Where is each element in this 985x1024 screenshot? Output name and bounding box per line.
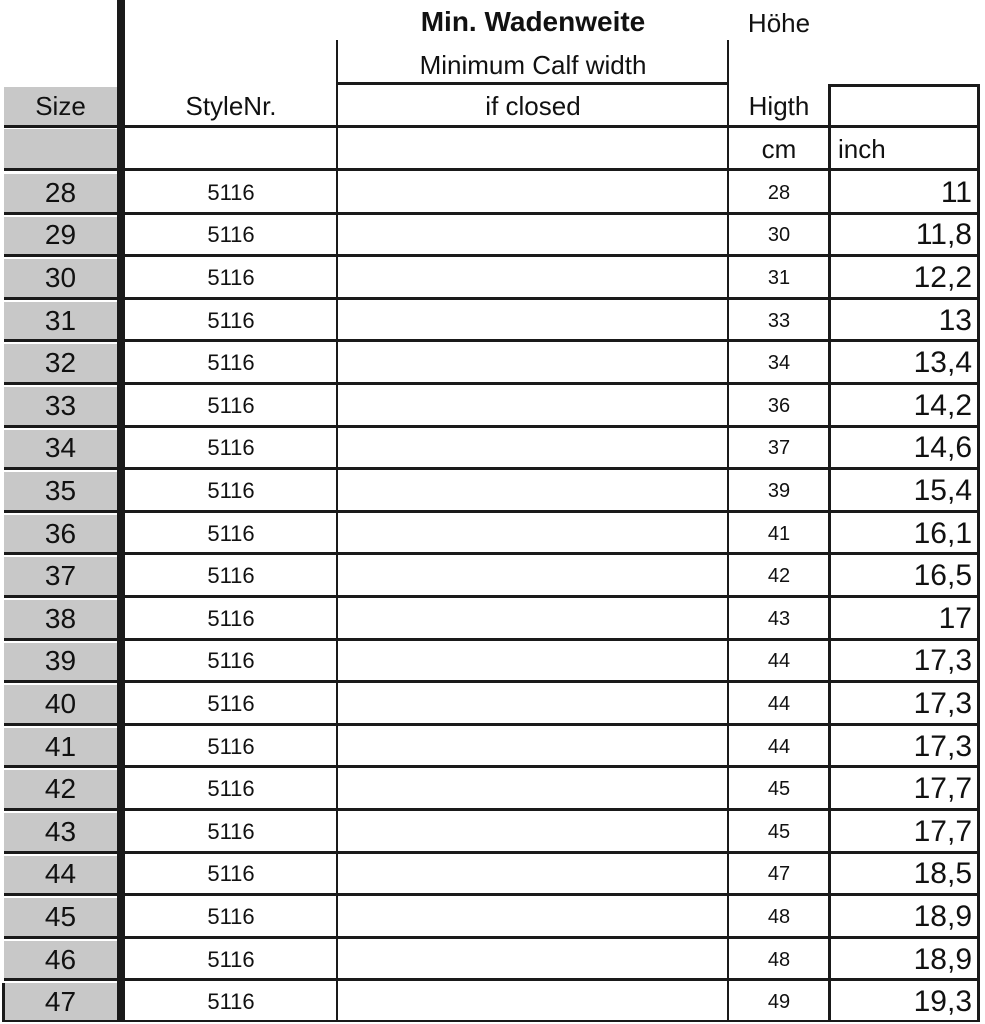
cell-inch: 14,2 <box>913 388 972 422</box>
cell-size: 44 <box>4 856 117 894</box>
grid-line <box>4 595 980 598</box>
cell-inch: 18,5 <box>913 857 972 891</box>
cell-style: 5116 <box>207 776 255 802</box>
cell-inch: 17,7 <box>913 814 972 848</box>
grid-line <box>4 552 980 555</box>
cell-calf <box>338 898 728 936</box>
header-minimum-calf-width: Minimum Calf width <box>419 50 647 80</box>
grid-line <box>4 467 980 470</box>
cell-size: 45 <box>4 898 117 936</box>
grid-line <box>338 82 729 85</box>
cell-size: 35 <box>4 472 117 510</box>
cell-style: 5116 <box>207 648 255 674</box>
grid-line <box>4 425 980 428</box>
grid-line <box>4 638 980 641</box>
grid-line <box>336 40 338 1022</box>
cell-cm: 45 <box>767 820 791 843</box>
cell-size: 31 <box>4 302 117 340</box>
cell-calf <box>338 600 728 638</box>
cell-style: 5116 <box>207 946 255 972</box>
cell-calf <box>338 174 728 212</box>
header-higth: Higth <box>748 91 810 121</box>
cell-inch: 11,8 <box>915 218 972 252</box>
cell-calf <box>338 728 728 766</box>
cell-size: 29 <box>4 217 117 255</box>
grid-line <box>727 40 729 1022</box>
cell-style: 5116 <box>207 733 255 759</box>
cell-size: 41 <box>4 728 117 766</box>
cell-cm: 31 <box>767 266 791 289</box>
cell-size: 36 <box>4 515 117 553</box>
grid-line <box>2 1020 980 1022</box>
cell-inch: 16,1 <box>913 516 972 550</box>
cell-cm: 41 <box>767 522 791 545</box>
cell-size: 39 <box>4 643 117 681</box>
cell-calf <box>338 685 728 723</box>
cell-size: 30 <box>4 259 117 297</box>
cell-size: 34 <box>4 430 117 468</box>
cell-calf <box>338 515 728 553</box>
cell-style: 5116 <box>207 435 255 461</box>
cell-style: 5116 <box>207 179 255 205</box>
cell-calf <box>338 557 728 595</box>
grid-line <box>4 297 980 300</box>
cell-calf <box>338 856 728 894</box>
cell-style: 5116 <box>207 350 255 376</box>
cell-style: 5116 <box>207 392 255 418</box>
cell-size: 47 <box>4 983 117 1021</box>
grid-line <box>4 168 980 171</box>
cell-cm: 49 <box>767 991 791 1014</box>
cell-calf <box>338 643 728 681</box>
header-min-wadenweite: Min. Wadenweite <box>420 6 646 37</box>
cell-size: 37 <box>4 557 117 595</box>
cell-cm: 37 <box>767 437 791 460</box>
cell-inch: 13 <box>938 303 972 337</box>
cell-style: 5116 <box>207 520 255 546</box>
cell-style: 5116 <box>207 264 255 290</box>
cell-calf <box>338 217 728 255</box>
grid-line <box>828 84 980 87</box>
header-size: Size <box>4 87 117 125</box>
cell-inch: 17,3 <box>913 729 972 763</box>
cell-inch: 17,3 <box>913 644 972 678</box>
cell-cm: 45 <box>767 778 791 801</box>
cell-cm: 36 <box>767 394 791 417</box>
cell-inch: 16,5 <box>913 559 972 593</box>
cell-size: 28 <box>4 174 117 212</box>
cell-cm: 44 <box>767 692 791 715</box>
cell-inch: 17,7 <box>913 772 972 806</box>
grid-line <box>4 936 980 939</box>
grid-line <box>4 254 980 257</box>
grid-line <box>4 893 980 896</box>
cell-size: 42 <box>4 770 117 808</box>
cell-size: 40 <box>4 685 117 723</box>
cell-cm: 44 <box>767 650 791 673</box>
cell-calf <box>338 344 728 382</box>
cell-cm: 48 <box>767 905 791 928</box>
cell-inch: 15,4 <box>913 473 972 507</box>
header-size-blank <box>4 129 117 169</box>
cell-inch: 12,2 <box>913 260 972 294</box>
cell-size: 33 <box>4 387 117 425</box>
grid-line <box>4 382 980 385</box>
grid-line <box>4 339 980 342</box>
cell-size: 43 <box>4 813 117 851</box>
cell-cm: 30 <box>767 224 791 247</box>
cell-style: 5116 <box>207 690 255 716</box>
header-style-nr: StyleNr. <box>185 91 277 121</box>
grid-line <box>4 510 980 513</box>
cell-calf <box>338 302 728 340</box>
header-inch: inch <box>838 134 886 164</box>
cell-calf <box>338 387 728 425</box>
header-hoehe: Höhe <box>747 8 811 38</box>
cell-size: 46 <box>4 941 117 979</box>
cell-cm: 28 <box>767 181 791 204</box>
cell-style: 5116 <box>207 222 255 248</box>
cell-inch: 13,4 <box>913 346 972 380</box>
cell-calf <box>338 941 728 979</box>
grid-line <box>4 680 980 683</box>
cell-cm: 33 <box>767 309 791 332</box>
cell-cm: 44 <box>767 735 791 758</box>
cell-size: 32 <box>4 344 117 382</box>
header-if-closed: if closed <box>485 91 581 121</box>
cell-style: 5116 <box>207 563 255 589</box>
cell-inch: 18,9 <box>913 899 972 933</box>
grid-line <box>4 765 980 768</box>
cell-inch: 18,9 <box>913 942 972 976</box>
cell-inch: 14,6 <box>913 431 972 465</box>
cell-cm: 42 <box>767 565 791 588</box>
grid-line <box>2 983 5 1022</box>
cell-style: 5116 <box>207 989 255 1015</box>
cell-calf <box>338 259 728 297</box>
cell-cm: 48 <box>767 948 791 971</box>
cell-calf <box>338 472 728 510</box>
cell-style: 5116 <box>207 861 255 887</box>
grid-line <box>4 851 980 854</box>
cell-calf <box>338 770 728 808</box>
cell-calf <box>338 813 728 851</box>
cell-inch: 17,3 <box>913 686 972 720</box>
header-cm: cm <box>761 134 797 164</box>
cell-cm: 47 <box>767 863 791 886</box>
cell-inch: 17 <box>938 601 972 635</box>
cell-style: 5116 <box>207 477 255 503</box>
grid-line <box>4 978 980 981</box>
cell-style: 5116 <box>207 605 255 631</box>
cell-style: 5116 <box>207 307 255 333</box>
cell-inch: 11 <box>940 175 972 209</box>
cell-style: 5116 <box>207 903 255 929</box>
cell-inch: 19,3 <box>913 985 972 1019</box>
cell-style: 5116 <box>207 818 255 844</box>
cell-cm: 43 <box>767 607 791 630</box>
cell-cm: 34 <box>767 352 791 375</box>
cell-size: 38 <box>4 600 117 638</box>
cell-cm: 39 <box>767 479 791 502</box>
cell-calf <box>338 430 728 468</box>
grid-line <box>4 212 980 215</box>
grid-line <box>4 125 980 128</box>
grid-line <box>4 723 980 726</box>
grid-line <box>4 808 980 811</box>
cell-calf <box>338 983 728 1021</box>
